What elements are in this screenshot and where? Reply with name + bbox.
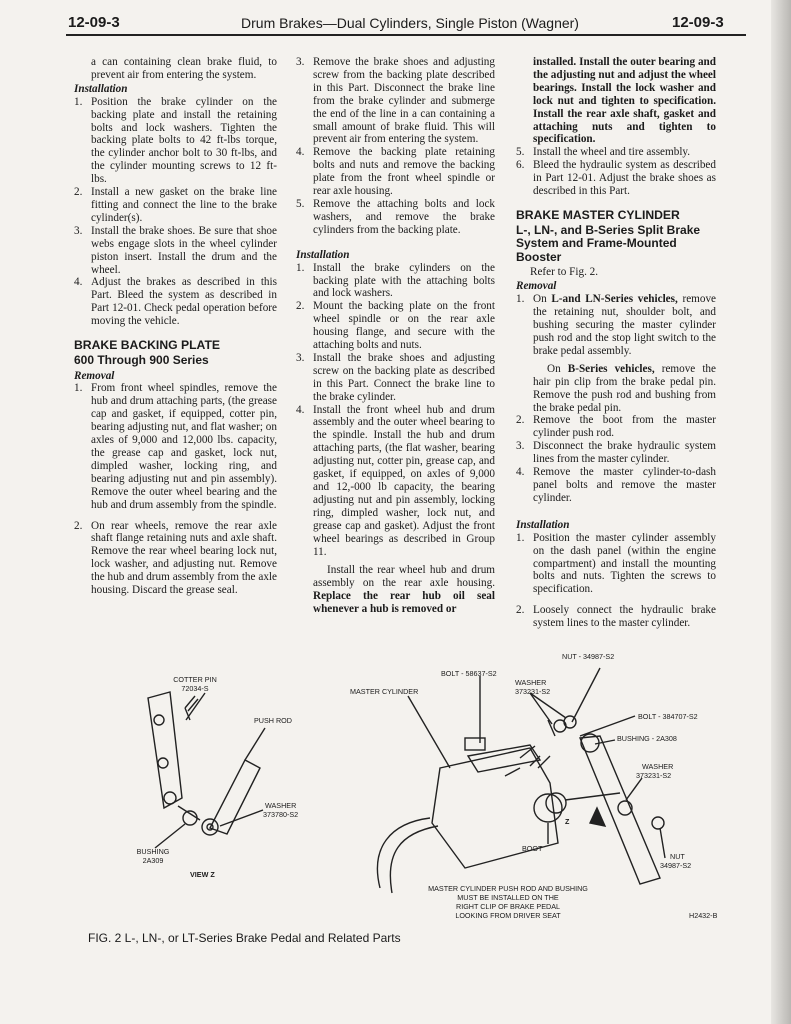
list-item: 1. On L-and LN-Series vehicles, remove the retaining nut, shoulder bolt, and bushing securing the master cylinder push rod and the stop light switch to the brake pedal assembly. On B-Series vehicles, remove the hair pin clip from the brake pedal pin. Remove the push rod and bushing from the brake pedal pin. (516, 293, 717, 414)
removal-heading: Removal (74, 369, 115, 382)
label-nut-2: NUT (670, 852, 685, 861)
list-item: 1. Position the master cylinder assembly on the dash panel (within the engine compartment) and install the mounting bolts and nuts. Tighten the screws to specification. (516, 531, 716, 596)
hole (158, 758, 168, 768)
list-item: 6. Bleed the hydraulic system as described in Part 12-01. Adjust the brake shoes as described in this Part. (516, 159, 716, 198)
label-bushing-1-no: 2A309 (142, 856, 164, 865)
page-number-left: 12-09-3 (68, 14, 120, 31)
figure-caption: FIG. 2 L-, LN-, or LT-Series Brake Pedal and Related Parts (88, 931, 401, 945)
list-item: 2. Mount the backing plate on the front wheel spindle or on the rear axle housing flange, and secure with the attaching bolts and nuts. (296, 300, 495, 352)
column-2 (296, 56, 495, 616)
z-arrow (590, 808, 605, 826)
label-bushing-2: BUSHING - 2A308 (617, 734, 677, 743)
installation-heading: Installation (516, 518, 570, 531)
final-steps (516, 146, 716, 198)
list-item: 5. Install the wheel and tire assembly. (516, 146, 691, 159)
list-item: 4. Adjust the brakes as described in this Part. Bleed the system as described in Part 12-01. Check pedal operation before moving the vehicle. (74, 276, 277, 328)
label-washer-3-no: 373231-S2 (636, 771, 672, 780)
continued-text: installed. Install the outer bearing and the adjusting nut and adjust the wheel bearings. Install the lock washer and lock nut and tighten to specification. Install the rear axle shaft, gasket and attaching nuts and tighten to specification. (533, 56, 716, 146)
running-title: Drum Brakes—Dual Cylinders, Single Piston (Wagner) (241, 15, 579, 31)
list-item: 3. Install the brake shoes. Be sure that shoe webs engage slots in the wheel cylinder piston insert. Install the drum and the wheel. (74, 224, 277, 276)
label-cotter-pin-no: 72034-S (181, 684, 209, 693)
subsection-heading: 600 Through 900 Series (74, 353, 209, 368)
removal-steps (74, 382, 277, 597)
list-item: 1. Install the brake cylinders on the backing plate with the attaching bolts and lock washers. (296, 261, 495, 300)
label-washer-2-no: 373231-S2 (515, 687, 551, 696)
list-item: 3. Disconnect the brake hydraulic system lines from the master cylinder. (516, 440, 716, 466)
brake-line (377, 818, 430, 888)
list-item: 1. From front wheel spindles, remove the hub and drum attaching parts, (the grease cap and gasket, if equipped, cotter pin, bearing adjusting nut, and flat washer; on axles of 9,000 and 12,000 lbs. capacity, the grease cap and gasket, lock nut, dimpled washer, locking ring, and bearing adjusting nut and pin assembly). Remove the outer wheel bearing and the hub and drum assembly from the spindle. (74, 382, 277, 511)
label-washer-2: WASHER (515, 678, 547, 687)
note-line-2: MUST BE INSTALLED ON THE (457, 893, 559, 902)
column-1 (74, 56, 277, 597)
installation-heading: Installation (296, 248, 350, 261)
label-bolt-1: BOLT - 58637-S2 (441, 669, 497, 678)
label-washer-1: WASHER (265, 801, 297, 810)
page-number-right: 12-09-3 (672, 14, 724, 31)
note-line-1: MASTER CYLINDER PUSH ROD AND BUSHING (428, 884, 588, 893)
header-rule (66, 34, 746, 36)
list-item: 2. Install a new gasket on the brake line fitting and connect the line to the brake cylinder(s). (74, 186, 277, 224)
list-item: 4. Install the front wheel hub and drum assembly and the outer wheel bearing to the spindle. Install the hub and drum attaching parts, (the flat washer, bearing adjusting nut, cotter pin, grease cap, and gasket, if equipped, on axles of 9,000 and 12,-000 lb capacity, the bearing adjusting nut and pin assembly, locking ring, dimpled washer, lock nut, and grease cap and gasket). Adjust the front wheel bearings as described in Group 11. (296, 403, 495, 558)
paragraph: Install the rear wheel hub and drum assembly on the rear axle housing. Replace the rear hub oil seal whenever a hub is removed or (313, 564, 495, 616)
label-washer-3: WASHER (642, 762, 674, 771)
brake-pedal-arm (580, 736, 660, 884)
column-3 (516, 56, 716, 630)
note-line-3: RIGHT CLIP OF BRAKE PEDAL (456, 902, 560, 911)
subsection-heading: L-, LN-, and B-Series Split Brake System and Frame-Mounted Booster (516, 222, 701, 264)
installation-steps (296, 262, 495, 559)
label-cotter-pin: COTTER PIN (173, 675, 217, 684)
section-heading: BRAKE MASTER CYLINDER (516, 207, 680, 222)
label-nut-2-no: 34987-S2 (660, 861, 692, 870)
label-push-rod: PUSH ROD (254, 716, 292, 725)
label-z: Z (565, 817, 570, 826)
brake-pedal-diagram (60, 648, 760, 938)
figure-code: H2432-B (689, 911, 718, 920)
list-item: 3. Install the brake shoes and adjusting screw on the backing plate as described in this Part. Connect the brake line to the brake cylinder. (296, 351, 495, 403)
list-item: 2. Remove the boot from the master cylinder push rod. (516, 414, 716, 440)
label-bushing-1: BUSHING (136, 847, 170, 856)
list-item: 4. Remove the backing plate retaining bolts and nuts and remove the backing plate from the front wheel spindle or rear axle housing. (296, 146, 495, 198)
nut-part (652, 817, 664, 829)
pivot-hole (164, 792, 176, 804)
page-edge-shadow (771, 0, 791, 1024)
label-washer-1-no: 373780-S2 (263, 810, 299, 819)
label-boot: BOOT (522, 844, 543, 853)
label-nut-top: NUT - 34987-S2 (562, 652, 615, 661)
hole (154, 715, 164, 725)
label-master-cylinder: MASTER CYLINDER (350, 687, 419, 696)
list-item: 5. Remove the attaching bolts and lock washers, and remove the brake cylinders from the backing plate. (296, 197, 495, 236)
refer-text: Refer to Fig. 2. (530, 266, 599, 279)
list-item: 3. Remove the brake shoes and adjusting screw from the backing plate described in this Part. Disconnect the brake line from the brake cylinder and submerge the end of the line in a can containing a small amount of brake fluid. This will prevent air from entering the system. (296, 56, 495, 146)
brake-pedal-bracket (148, 692, 182, 808)
section-heading: BRAKE BACKING PLATE (74, 338, 221, 353)
list-item: 2. On rear wheels, remove the rear axle shaft flange retaining nuts and axle shaft. Remove the rear wheel bearing lock nut, lock washer, and adjusting nut. Remove the hub and drum assembly from the axle housing. Discard the grease seal. (74, 519, 277, 597)
installation-steps (516, 532, 716, 630)
installation-steps (74, 96, 277, 328)
page-header (0, 0, 791, 40)
note-line-4: LOOKING FROM DRIVER SEAT (455, 911, 561, 920)
removal-heading: Removal (516, 280, 557, 293)
list-item: 1. Position the brake cylinder on the backing plate and install the retaining bolts and lock washers. Tighten the backing plate bolts to 42 ft-lbs torque, the cylinder anchor bolt to 30 ft-lbs, and the cylinder mounting screws to 12 ft-lbs. (74, 95, 277, 186)
label-view-z: VIEW Z (190, 870, 215, 879)
intro-text: a can containing clean brake fluid, to prevent air from entering the system. (91, 56, 277, 81)
installation-heading: Installation (74, 82, 128, 95)
list-item: 2. Loosely connect the hydraulic brake system lines to the master cylinder. (516, 604, 716, 630)
removal-steps (516, 293, 716, 505)
removal-steps-cont (296, 56, 495, 237)
label-bolt-2: BOLT - 384707-S2 (638, 712, 698, 721)
list-item: 4. Remove the master cylinder-to-dash panel bolts and remove the master cylinder. (516, 466, 716, 504)
